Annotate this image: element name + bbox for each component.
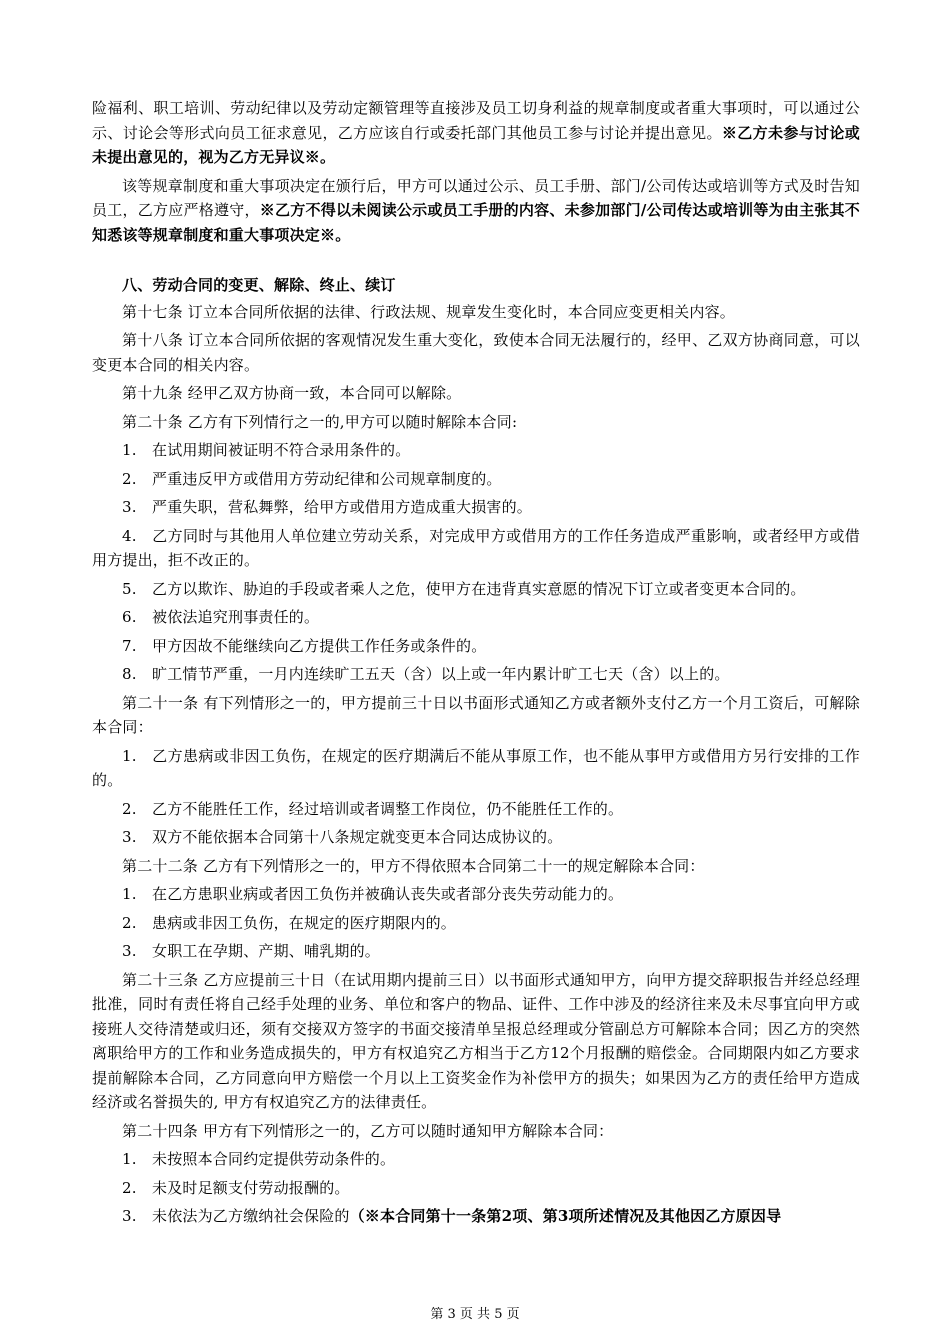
list-item — [92, 825, 860, 850]
item-text: 甲方因故不能继续向乙方提供工作任务或条件的。 — [152, 636, 487, 655]
item-text: 患病或非因工负伤，在规定的医疗期限内的。 — [152, 913, 457, 932]
item-number: 2. — [122, 469, 137, 488]
item-number: 3. — [122, 828, 137, 846]
item-number: 1. — [122, 885, 137, 903]
emphasis-text: ※乙方未参与讨论或未提出意见的，视为乙方无异议※。 — [92, 123, 860, 166]
paragraph-text: 险福利、职工培训、劳动纪律以及劳动定额管理等直接涉及员工切身利益的规章制度或者重大事项时，可以通过公示、讨论会等形式向员工征求意见，乙方应该自行或委托部门其他员工参与讨论并提出意见。 — [92, 99, 860, 142]
list-item — [92, 1176, 860, 1201]
document-body — [92, 96, 860, 1233]
article-19: 第十九条 经甲乙双方协商一致，本合同可以解除。 — [122, 384, 462, 402]
list-item — [92, 634, 860, 659]
list-item — [92, 605, 860, 630]
article-20: 第二十条 乙方有下列情行之一的,甲方可以随时解除本合同: — [122, 412, 518, 431]
article-22: 第二十二条 乙方有下列情形之一的，甲方不得依照本合同第二十一的规定解除本合同： — [122, 856, 705, 875]
paragraph-intro-2 — [92, 174, 860, 248]
emphasis-text: （※本合同第十一条第2项、第3项所述情况及其他因乙方原因导 — [349, 1207, 782, 1225]
article-22-list — [92, 882, 860, 964]
item-number: 1. — [122, 746, 137, 765]
page-footer: 第 3 页 共 5 页 — [430, 1307, 520, 1322]
list-item — [92, 882, 860, 907]
item-number: 2. — [122, 1178, 137, 1197]
list-item — [92, 577, 860, 602]
item-number: 5. — [122, 579, 137, 598]
item-text: 乙方以欺诈、胁迫的手段或者乘人之危，使甲方在违背真实意愿的情况下订立或者变更本合同的。 — [152, 579, 806, 598]
article-21-list — [92, 744, 860, 850]
item-text: 在乙方患职业病或者因工负伤并被确认丧失或者部分丧失劳动能力的。 — [152, 885, 624, 903]
item-number: 2. — [122, 913, 137, 932]
item-text: 旷工情节严重，一月内连续旷工五天（含）以上或一年内累计旷工七天（含）以上的。 — [152, 665, 730, 683]
item-text: 未依法为乙方缴纳社会保险的 — [152, 1207, 350, 1225]
item-text: 严重失职，营私舞弊，给甲方或借用方造成重大损害的。 — [152, 498, 533, 516]
list-item — [92, 467, 860, 492]
list-item — [92, 662, 860, 687]
item-number: 7. — [122, 636, 137, 655]
item-number: 3. — [122, 1207, 137, 1225]
item-number: 6. — [122, 608, 137, 626]
item-number: 3. — [122, 942, 137, 960]
item-text: 未按照本合同约定提供劳动条件的。 — [152, 1150, 396, 1168]
item-text: 女职工在孕期、产期、哺乳期的。 — [152, 942, 381, 960]
item-text: 双方不能依据本合同第十八条规定就变更本合同达成协议的。 — [152, 828, 563, 846]
item-text: 严重违反甲方或借用方劳动纪律和公司规章制度的。 — [152, 469, 502, 488]
article-20-list — [92, 438, 860, 687]
item-text: 未及时足额支付劳动报酬的。 — [152, 1178, 350, 1197]
section-heading: 八、劳动合同的变更、解除、终止、续订 — [122, 276, 396, 294]
item-number: 2. — [122, 799, 137, 818]
item-text: 乙方患病或非因工负伤，在规定的医疗期满后不能从事原工作，也不能从事甲方或借用方另行安排的工作的。 — [92, 746, 860, 789]
list-item — [92, 744, 860, 793]
list-item — [92, 495, 860, 520]
item-number: 3. — [122, 498, 137, 516]
emphasis-text: ※乙方不得以未阅读公示或员工手册的内容、未参加部门/公司传达或培训等为由主张其不知悉该等规章制度和重大事项决定※。 — [92, 201, 861, 244]
item-text: 乙方不能胜任工作，经过培训或者调整工作岗位，仍不能胜任工作的。 — [152, 799, 624, 818]
list-item — [92, 1147, 860, 1172]
item-number: 1. — [122, 1150, 137, 1168]
item-text: 乙方同时与其他用人单位建立劳动关系，对完成甲方或借用方的工作任务造成严重影响，或者经甲方或借用方提出，拒不改正的。 — [92, 526, 860, 569]
item-text: 被依法追究刑事责任的。 — [152, 608, 320, 626]
list-item — [92, 438, 860, 463]
article-23: 第二十三条 乙方应提前三十日（在试用期内提前三日）以书面形式通知甲方，向甲方提交辞职报告并经总经理批准，同时有责任将自己经手处理的业务、单位和客户的物品、证件、工作中涉及的经济往来及未尽事宜向甲方或接班人交待清楚或归还，须有交接双方签字的书面交接清单呈报总经理或分管副总方可解除本合同；因乙方的突然离职给甲方的工作和业务造成损失的，甲方有权追究乙方相当于乙方12个月报酬的赔偿金。合同期限内如乙方要求提前解除本合同，乙方同意向甲方赔偿一个月以上工资奖金作为补偿甲方的损失；如果因为乙方的责任给甲方造成经济或名誉损失的, 甲方有权追究乙方的法律责任。 — [92, 970, 860, 1111]
article-17: 第十七条 订立本合同所依据的法律、行政法规、规章发生变化时，本合同应变更相关内容。 — [122, 302, 735, 321]
list-item — [92, 797, 860, 822]
item-number: 8. — [122, 665, 137, 683]
article-24: 第二十四条 甲方有下列情形之一的，乙方可以随时通知甲方解除本合同： — [122, 1121, 614, 1140]
item-text: 在试用期间被证明不符合录用条件的。 — [152, 441, 411, 459]
item-number: 1. — [122, 441, 137, 459]
list-item — [92, 524, 860, 573]
list-item — [92, 911, 860, 936]
list-item — [92, 939, 860, 964]
item-number: 4. — [122, 526, 137, 545]
article-18: 第十八条 订立本合同所依据的客观情况发生重大变化，致使本合同无法履行的，经甲、乙双方协商同意，可以变更本合同的相关内容。 — [92, 331, 860, 374]
article-24-list — [92, 1147, 860, 1229]
paragraph-intro-1 — [92, 96, 860, 170]
paragraph-text: 该等规章制度和重大事项决定在颁行后，甲方可以通过公示、员工手册、部门/公司传达或培训等方式及时告知员工，乙方应严格遵守， — [92, 176, 860, 219]
article-21: 第二十一条 有下列情形之一的，甲方提前三十日以书面形式通知乙方或者额外支付乙方一个月工资后，可解除本合同： — [92, 693, 860, 736]
list-item — [92, 1204, 860, 1229]
